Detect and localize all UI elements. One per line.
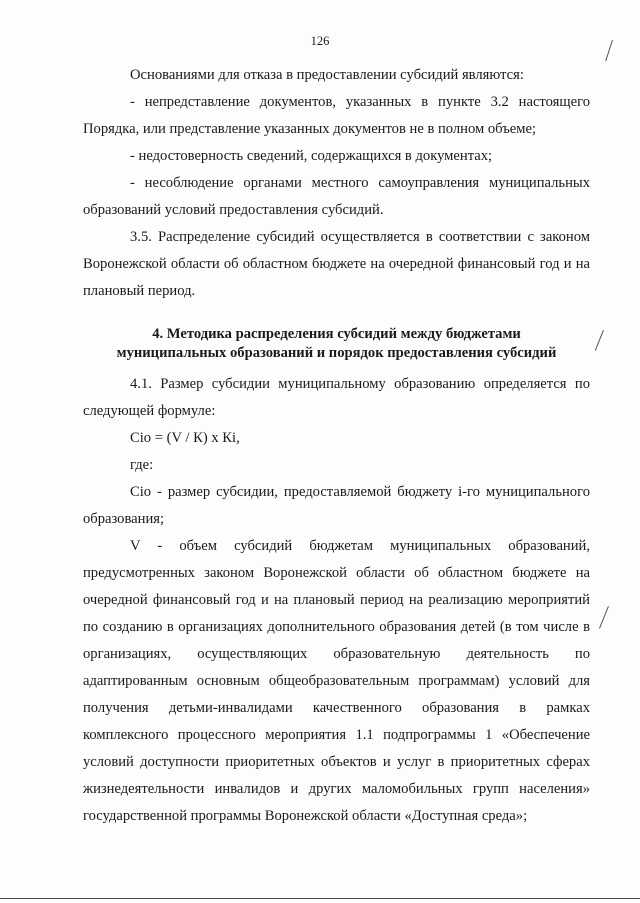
paragraph-non-compliance: - несоблюдение органами местного самоуправления муниципальных образований условий предоставления субсидий. xyxy=(83,175,590,218)
document-body xyxy=(83,62,590,830)
section-heading-line-2: муниципальных образований и порядок предоставления субсидий xyxy=(116,345,557,361)
paragraph-missing-documents: - непредставление документов, указанных в пункте 3.2 настоящего Порядка, или представление указанных документов не в полном объеме; xyxy=(83,94,590,137)
paragraph-v-definition: V - объем субсидий бюджетам муниципальных образований, предусмотренных законом Воронежской области об областном бюджете на очередной финансовый год и на плановый период на реализацию мероприятий по созданию в организациях дополнительного образования детей (в том числе в организациях, осуществляющих образовательную деятельность по адаптированным основным общеобразовательным программам) условий для получения детьми-инвалидами качественного образования в рамках комплексного процессного мероприятия 1.1 подпрограммы 1 «Обеспечение условий доступности приоритетных объектов и услуг в приоритетных сферах жизнедеятельности инвалидов и других маломобильных групп населения» государственной программы Воронежской области «Доступная среда»; xyxy=(83,538,590,824)
paragraph-3-5-distribution: 3.5. Распределение субсидий осуществляется в соответствии с законом Воронежской области об областном бюджете на очередной финансовый год и на плановый период. xyxy=(83,229,590,299)
paragraph-formula: Сio = (V / К) x Кi, xyxy=(130,430,240,446)
page-number: 126 xyxy=(310,34,330,48)
paragraph-4-1-formula-intro: 4.1. Размер субсидии муниципальному образованию определяется по следующей формуле: xyxy=(83,376,590,419)
section-heading xyxy=(83,325,590,363)
paragraph-refusal-grounds: Основаниями для отказа в предоставлении субсидий являются: xyxy=(130,67,524,83)
scan-mark xyxy=(595,330,604,351)
paragraph-cio-definition: Сio - размер субсидии, предоставляемой бюджету i-го муниципального образования; xyxy=(83,484,590,527)
paragraph-where: где: xyxy=(130,457,154,473)
scan-mark xyxy=(599,606,609,629)
bottom-edge-line xyxy=(0,898,640,899)
paragraph-false-information: - недостоверность сведений, содержащихся в документах; xyxy=(130,148,493,164)
section-heading-line-1: 4. Методика распределения субсидий между бюджетами xyxy=(152,326,521,342)
